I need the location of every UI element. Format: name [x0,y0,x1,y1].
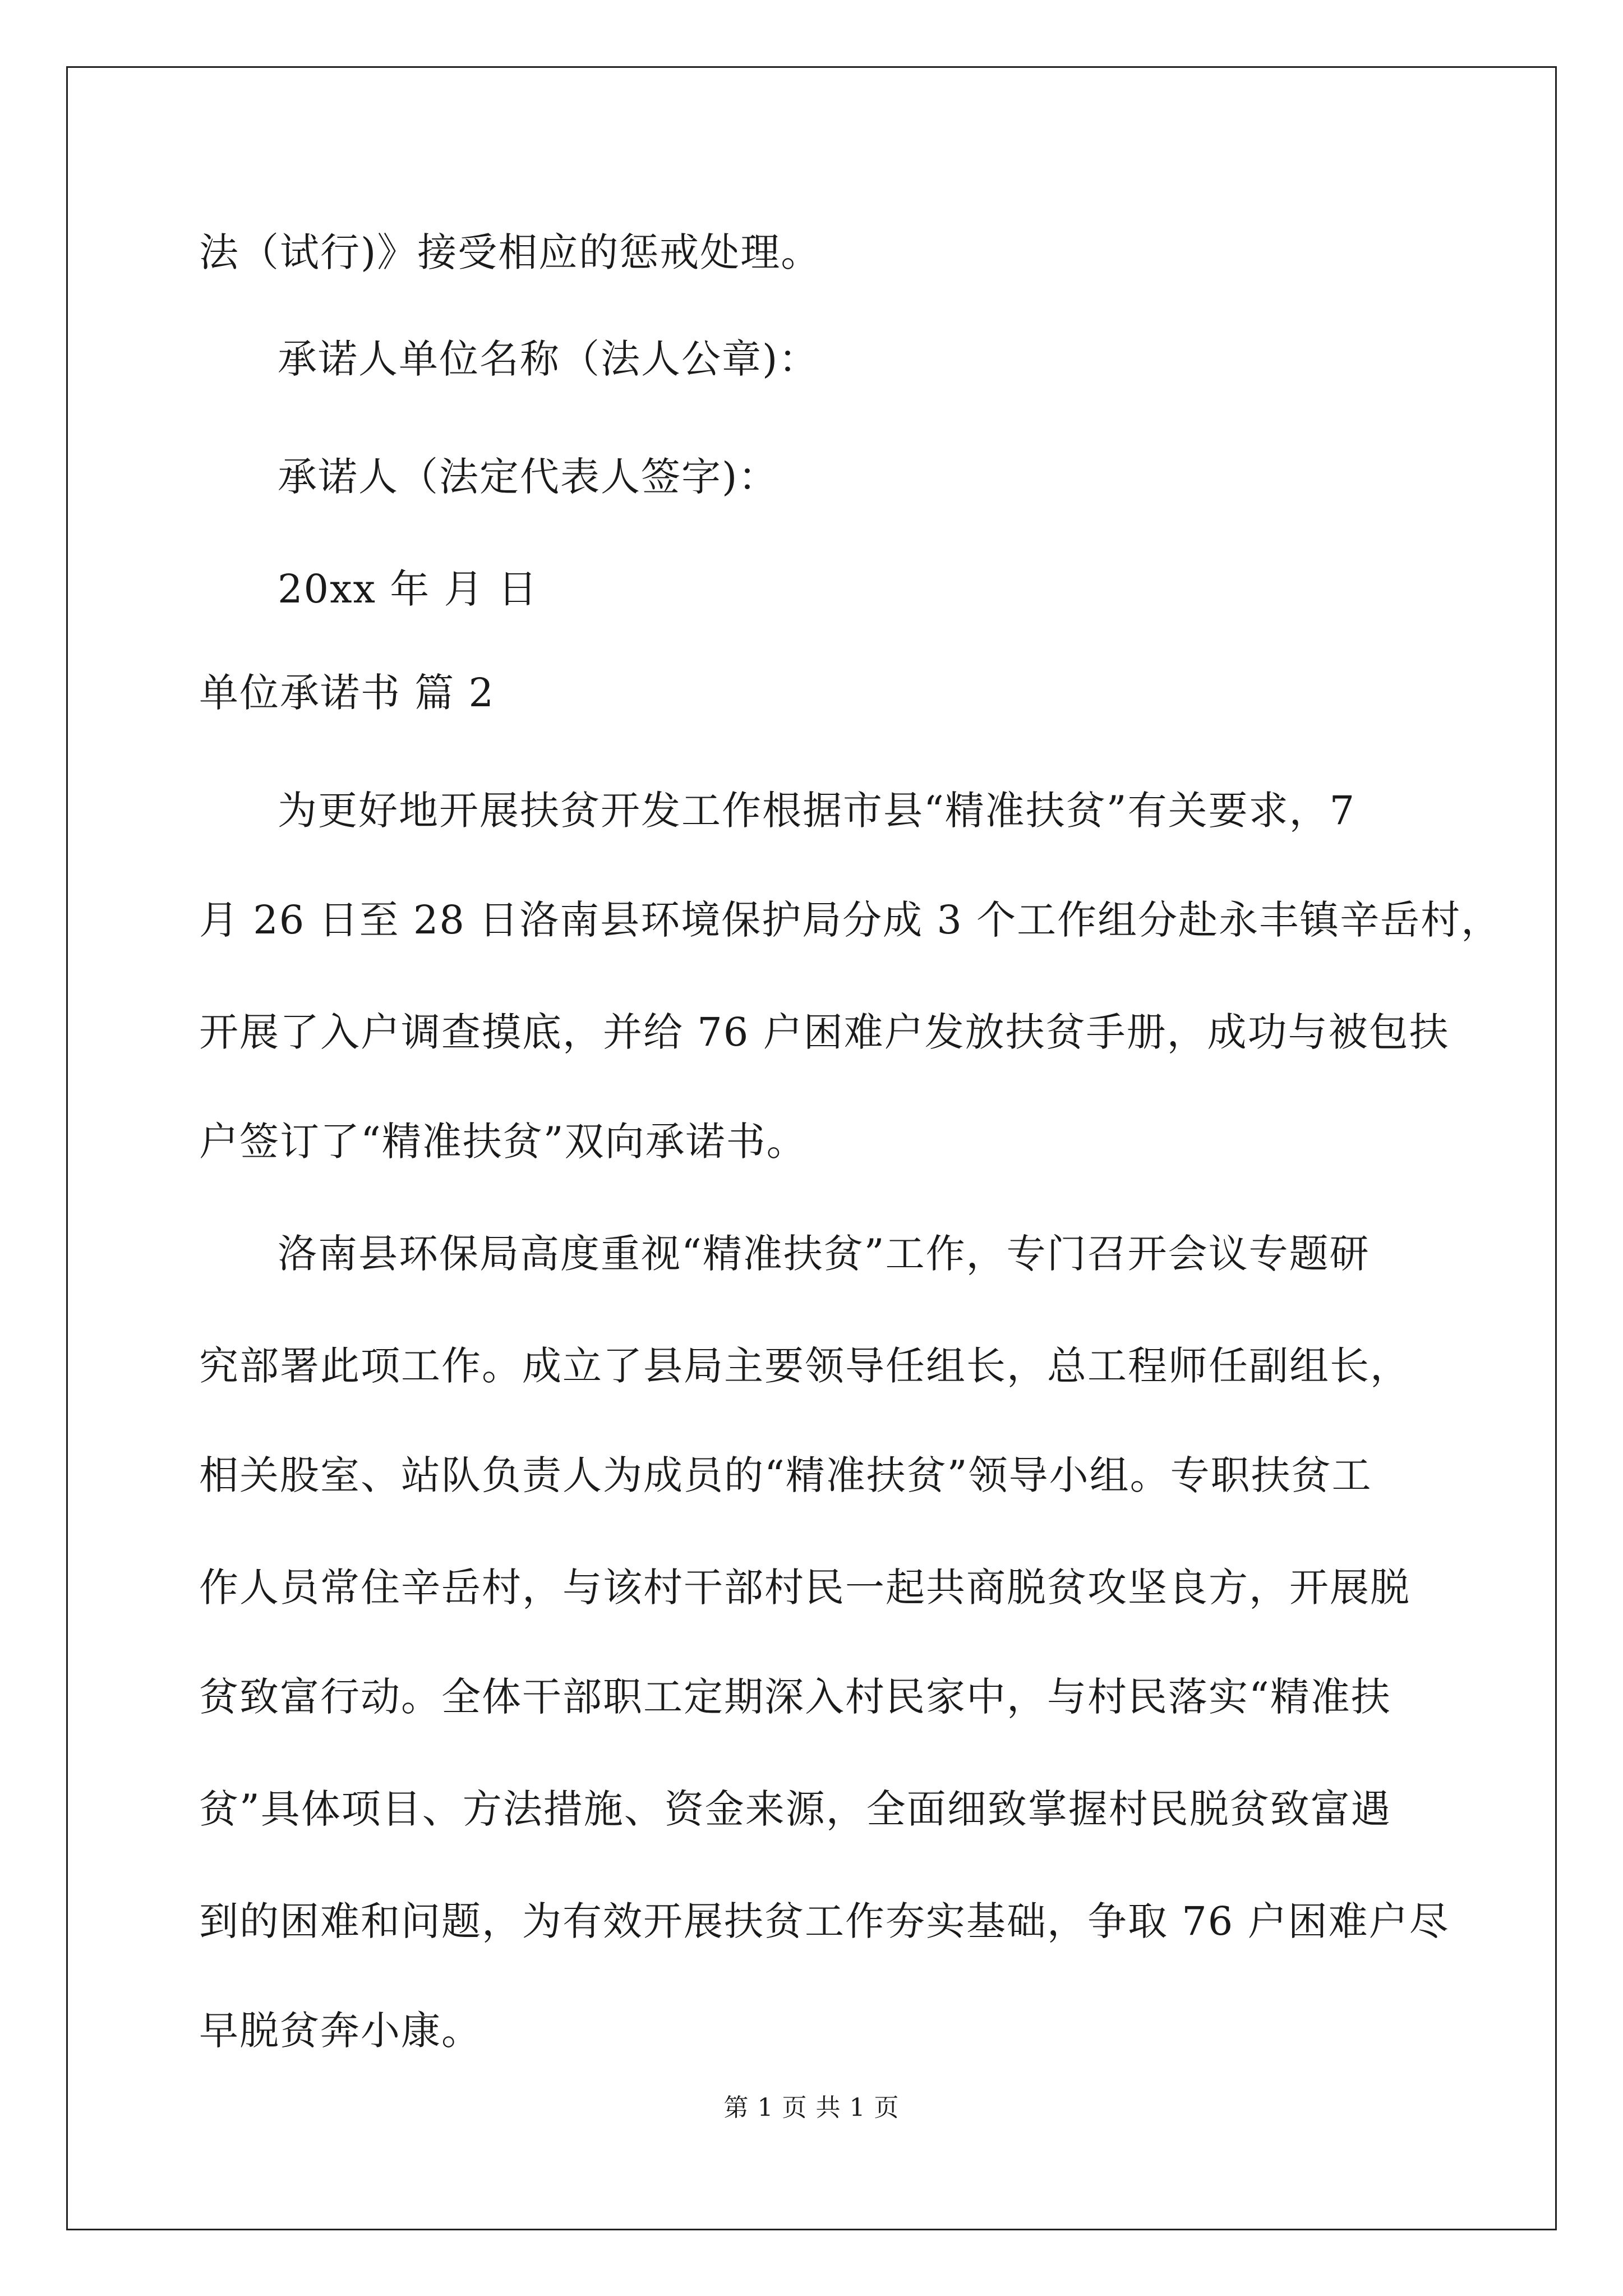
section-heading: 单位承诺书 篇 2 [199,670,495,716]
paragraph-2-line-7: 到的困难和问题，为有效开展扶贫工作夯实基础，争取 76 户困难户尽 [199,1898,1450,1944]
text-line-1: 法（试行)》接受相应的惩戒处理。 [199,229,822,275]
paragraph-1-line-3: 开展了入户调查摸底，并给 76 户困难户发放扶贫手册，成功与被包扶 [199,1009,1450,1055]
page-number: 第 1 页 共 1 页 [723,2093,900,2122]
paragraph-2-line-4: 作人员常住辛岳村，与该村干部村民一起共商脱贫攻坚良方，开展脱 [199,1565,1410,1611]
paragraph-2-line-2: 究部署此项工作。成立了县局主要领导任组长，总工程师任副组长， [199,1343,1410,1389]
paragraph-2-line-5: 贫致富行动。全体干部职工定期深入村民家中，与村民落实“精准扶 [199,1674,1391,1720]
paragraph-1-line-4: 户签订了“精准扶贫”双向承诺书。 [199,1119,807,1165]
paragraph-2-line-6: 贫”具体项目、方法措施、资金来源，全面细致掌握村民脱贫致富遇 [199,1786,1391,1832]
paragraph-1-line-2: 月 26 日至 28 日洛南县环境保护局分成 3 个工作组分赴永丰镇辛岳村， [199,897,1502,943]
paragraph-2-line-8: 早脱贫奔小康。 [199,2008,482,2054]
date-line: 20xx 年 月 日 [278,566,538,612]
signer-unit-name-line: 承诺人单位名称（法人公章)： [278,336,819,382]
paragraph-2-line-3: 相关股室、站队负责人为成员的“精准扶贫”领导小组。专职扶贫工 [199,1452,1372,1498]
signer-representative-line: 承诺人（法定代表人签字)： [278,454,779,500]
paragraph-1-line-1: 为更好地开展扶贫开发工作根据市县“精准扶贫”有关要求，7 [278,788,1356,834]
paragraph-2-line-1: 洛南县环保局高度重视“精准扶贫”工作，专门召开会议专题研 [278,1231,1370,1277]
